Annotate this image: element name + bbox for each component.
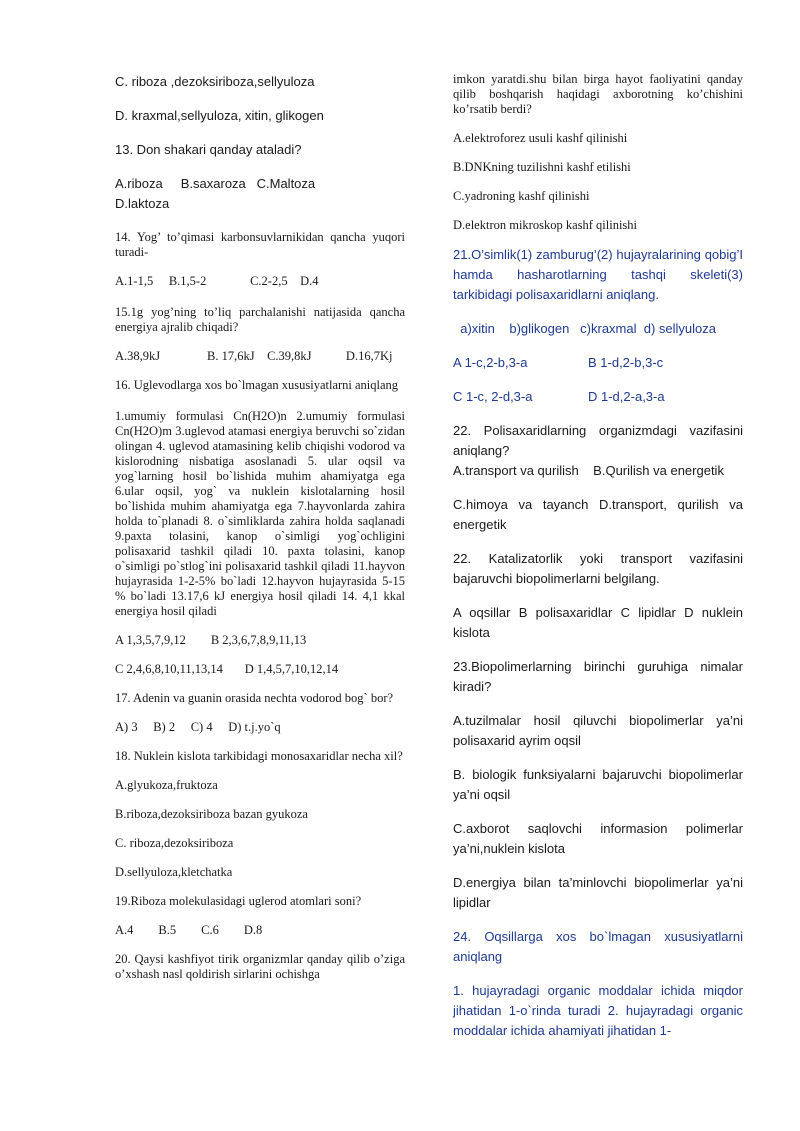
question-20-option-b: B.DNKning tuzilishni kashf etilishi [453, 160, 631, 174]
question-23-option-c: C.axborot saqlovchi informasion polimerlar ya’ni,nuklein kislota [453, 821, 743, 856]
question-22b: 22. Katalizatorlik yoki transport vazifasini bajaruvchi biopolimerlarni belgilang. [453, 551, 743, 586]
question-20-continued: imkon yaratdi.shu bilan birga hayot faoliyatini qanday qilib boshqarish haqidagi axborotning ko’chishini ko’rsatib berdi? [453, 72, 743, 116]
question-23: 23.Biopolimerlarning birinchi guruhiga nimalar kiradi? [453, 659, 743, 694]
question-22a-options-cd: C.himoya va tayanch D.transport, qurilish va energetik [453, 497, 743, 532]
question-13-option-d: D.laktoza [115, 196, 170, 211]
question-24: 24. Oqsillarga xos bo`lmagan xususiyatlarni aniqlang [453, 929, 743, 964]
left-column [115, 72, 405, 982]
question-15-options: A.38,9kJ B. 17,6kJ C.39,8kJ D.16,7Kj [115, 349, 393, 363]
question-13-options: A.riboza B.saxaroza C.Maltoza [115, 176, 316, 191]
question-22b-options: A oqsillar B polisaxaridlar C lipidlar D nuklein kislota [453, 605, 743, 640]
question-19: 19.Riboza molekulasidagi uglerod atomlari soni? [115, 894, 362, 908]
question-16: 16. Uglevodlarga xos bo`lmagan xususiyatlarni aniqlang [115, 378, 399, 392]
question-17-options: A) 3 B) 2 C) 4 D) t.j.yo`q [115, 720, 281, 734]
question-16-options-ab: A 1,3,5,7,9,12 B 2,3,6,7,8,9,11,13 [115, 633, 307, 647]
question-20-option-a: A.elektroforez usuli kashf qilinishi [453, 131, 628, 145]
option-line: D. kraxmal,sellyuloza, xitin, glikogen [115, 108, 324, 123]
question-14: 14. Yog’ to’qimasi karbonsuvlarnikidan qancha yuqori turadi- [115, 230, 405, 259]
question-18: 18. Nuklein kislota tarkibidagi monosaxaridlar necha xil? [115, 749, 403, 763]
question-22a-options-ab: A.transport va qurilish B.Qurilish va energetik [453, 463, 724, 478]
question-14-options: A.1-1,5 B.1,5-2 C.2-2,5 D.4 [115, 274, 319, 288]
right-column [453, 72, 743, 1041]
question-21-options-ab [453, 353, 743, 373]
option-b: B 1-d,2-b,3-c [588, 355, 664, 370]
question-21-choices: a)xitin b)glikogen c)kraxmal d) sellyuloza [453, 321, 716, 336]
option-c: C 1-c, 2-d,3-a [453, 389, 533, 404]
question-23-option-d: D.energiya bilan ta’minlovchi biopolimerlar ya’ni lipidlar [453, 875, 743, 910]
question-16-statements: 1.umumiy formulasi Cn(H2O)n 2.umumiy formulasi Cn(H2O)m 3.uglevod atamasi energiya beruvchi so`zidan olingan 4. uglevod atamasining kelib chiqishi vodorod va kislorodning nisbatiga asoslanadi 5. ular oqsil va yog`larning hosil bo`lishida muhim ahamiyatga ega 6.ular oqsil, yog` va nuklein kislotalarning hosil bo`lishida muhim ahamiyatga ega 7.hayvonlarda zahira holda to`planadi 8. o`simliklarda zahira holda saqlanadi 9.paxta tolasini, kanop o`simligi yog`ochligini polisaxarid tashkil qiladi 10. paxta tolasini, kanop o`simligi po`stlog`ini polisaxarid tashkil qiladi 11.hayvon hujayrasida 1-2-5% bo`ladi 12.hayvon hujayrasida 5-15 % bo`ladi 13.17,6 kJ energiya hosil qiladi 14. 4,1 kkal energiya hosil qiladi [115, 409, 405, 618]
question-20: 20. Qaysi kashfiyot tirik organizmlar qanday qilib o’ziga o’xshash nasl qoldirish sirlarini ochishga [115, 952, 405, 981]
question-24-statements: 1. hujayradagi organic moddalar ichida miqdor jihatidan 1-o`rinda turadi 2. hujayradagi organic moddalar ichida ahamiyati jihatidan 1- [453, 983, 743, 1038]
question-23-option-b: B. biologik funksiyalarni bajaruvchi biopolimerlar ya’ni oqsil [453, 767, 743, 802]
option-d: D 1-d,2-a,3-a [588, 389, 665, 404]
question-13: 13. Don shakari qanday ataladi? [115, 142, 302, 157]
question-19-options: A.4 B.5 C.6 D.8 [115, 923, 263, 937]
question-17: 17. Adenin va guanin orasida nechta vodorod bog` bor? [115, 691, 394, 705]
question-21: 21.O’simlik(1) zamburug’(2) hujayralarining qobig’I hamda hasharotlarning tashqi skeleti(3) tarkibidagi polisaxaridlarni aniqlang. [453, 247, 743, 302]
question-20-option-d: D.elektron mikroskop kashf qilinishi [453, 218, 638, 232]
question-16-options-cd: C 2,4,6,8,10,11,13,14 D 1,4,5,7,10,12,14 [115, 662, 339, 676]
question-15: 15.1g yog’ning to’liq parchalanishi natijasida qancha energiya ajralib chiqadi? [115, 305, 405, 334]
option-line: C. riboza ,dezoksiriboza,sellyuloza [115, 74, 315, 89]
question-21-options-cd [453, 387, 743, 407]
question-20-option-c: C.yadroning kashf qilinishi [453, 189, 590, 203]
question-23-option-a: A.tuzilmalar hosil qiluvchi biopolimerlar ya’ni polisaxarid ayrim oqsil [453, 713, 743, 748]
question-18-option-c: C. riboza,dezoksiriboza [115, 836, 234, 850]
question-18-option-a: A.glyukoza,fruktoza [115, 778, 218, 792]
question-18-option-d: D.sellyuloza,kletchatka [115, 865, 233, 879]
question-18-option-b: B.riboza,dezoksiriboza bazan gyukoza [115, 807, 308, 821]
option-a: A 1-c,2-b,3-a [453, 355, 528, 370]
question-22a: 22. Polisaxaridlarning organizmdagi vazifasini aniqlang? [453, 423, 743, 458]
